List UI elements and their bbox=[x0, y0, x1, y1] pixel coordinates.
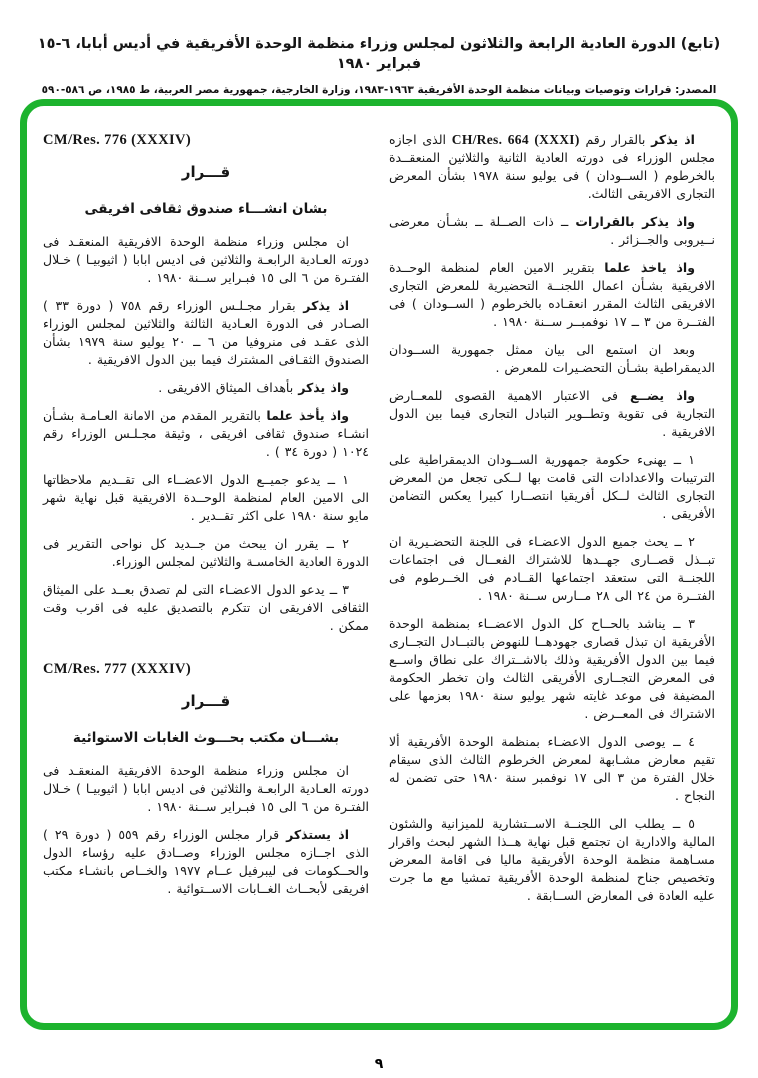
paragraph-text: بقرار مجـلـس الوزراء رقم ٧٥٨ ( دورة ٣٣ ) الصـادر فى الدورة العـادية الثالثة والثلاثين لمجلس الوزراء الذى عقـد فى منروفيا من ٦ ــ ٢٠ يوليو سنة ١٩٧٩ بشأن الصندوق الثقـافى المشترك فيما بين الدول الافريقية . bbox=[43, 298, 370, 367]
header-source-citation: المصدر: قرارات وتوصيات وبيانات منظمة الوحدة الأفريقية ١٩٦٣-١٩٨٣، وزارة الخارجية، جمهورية مصر العربية، ط ١٩٨٥، ص ٥٨٦-٥٩٠ bbox=[41, 83, 717, 96]
numbered-clause-1 bbox=[389, 451, 715, 523]
paragraph-text: ٥ ــ يطلب الى اللجنــة الاســتشارية للميزانية والشئون المالية والادارية ان تجتمع قبل نهاية هــذا الشهر لبحث واقرار مسـاهمة منظمة الوحدة الأفريقية ماليا فى اقامة المعرض وتخصيص جناح لمنظمة الوحدة الأفريقية تمشيا مع ما جرت عليه العادة فى المعارض الســابقة . bbox=[389, 816, 715, 904]
paragraph bbox=[43, 826, 369, 898]
paragraph-text: وبعد ان استمع الى بيان ممثل جمهورية الســودان الديمقراطية بشـأن التحضـيرات للمعرض . bbox=[389, 342, 715, 376]
paragraph-text: ٢ ــ يحث جميع الدول الاعضـاء فى اللجنة التحضـيرية ان تبــذل قصــارى جهــدها للاشتراك الفعــال فى اجتماعات اللجنــة التى ستعقد اجتماعها القــادم فى الخــرطوم فى الفتــرة من ٢٤ الى ٢٨ مــارس ســنة ١٩٨٠ . bbox=[389, 534, 715, 604]
numbered-clause-3 bbox=[43, 581, 369, 635]
paragraph-text: قرار مجلس الوزراء رقم ٥٥٩ ( دورة ٢٩ ) الذى اجــازه مجلس الوزراء وصــادق عليه رؤساء الدول والحــكومات فى ليبرفيل عــام ١٩٧٧ والخــاص بانشـاء مكتب افريقى لأبحــاث الغــابات الاســتوائية . bbox=[43, 827, 369, 896]
paragraph-text: ان مجلس وزراء منظمة الوحدة الافريقية المنعقـد فى دورته العـادية الرابعـة والثلاثين فى اديس ابابا ( اثيوبيـا ) خـلال الفتـرة من ٦ الى ١٥ فبـراير ســنة ١٩٨٠ . bbox=[43, 234, 369, 285]
paragraph-text: ــ ذات الصــلة ــ بشـأن معرضى نــيروبى والجــزائر . bbox=[389, 214, 715, 248]
numbered-clause-2 bbox=[389, 533, 715, 605]
paragraph-text: ٢ ــ يقرر ان يبحث من جــديد كل نواحى التقرير فى الدورة العادية الخامسـة والثلاثين لمجلس الوزراء. bbox=[43, 536, 369, 569]
resolution-code: CM/Res. 776 (XXXIV) bbox=[43, 132, 192, 148]
paragraph-text: ١ ــ يدعو جميــع الدول الاعضــاء الى تقــديم ملاحظاتها الى الامين العام لمنظمة الوحــدة الافريقية قبل نهاية شهر مايو سنة ١٩٨٠ على اكثر تقــدير . bbox=[43, 472, 369, 523]
page-header bbox=[0, 0, 758, 96]
paragraph-text: ٣ ــ يدعو الدول الاعضـاء التى لم تصدق بعــد على الميثاق الثقافى الافريقى ان تتكرم بالتصديق عليه فى اقرب وقت ممكن . bbox=[43, 582, 369, 633]
paragraph-text: ٤ ــ يوصى الدول الاعضـاء بمنظمة الوحدة الأفريقية ألا تقيم معارض مشـابهة لمعرض الخرطوم الثالث الذى سيقام خلال الفترة من ٣ الى ١٧ نوفمبر سنة ١٩٨٠ حتى تضمن له النجاح . bbox=[389, 734, 715, 804]
paragraph-lead: واذ يذكر بالقرارات bbox=[575, 214, 696, 230]
paragraph bbox=[389, 341, 715, 377]
numbered-clause-5 bbox=[389, 815, 715, 905]
paragraph bbox=[43, 233, 369, 287]
resolution-code-inline: CH/Res. 664 (XXXI) bbox=[451, 132, 580, 147]
column-left bbox=[43, 130, 369, 915]
paragraph-lead: اذ يذكر bbox=[651, 132, 695, 147]
resolution-subject: بشـــان مكتب بحـــوث الغابات الاستوائية bbox=[72, 730, 340, 746]
numbered-clause-2 bbox=[43, 535, 369, 571]
paragraph bbox=[43, 297, 369, 369]
paragraph-text: ١ ــ يهنىء حكومة جمهورية الســودان الديمقراطية على الترتيبات والاعدادات التى قامت بها لــكى تجعل من المعرض التجارى الثالث لــكل أفريقيا انتصــارا كبيرا يعكس التضامن الأفريقى . bbox=[389, 452, 715, 522]
column-right bbox=[389, 130, 715, 915]
paragraph bbox=[389, 259, 715, 331]
paragraph-lead: واذ يأخذ علما bbox=[266, 408, 349, 423]
paragraph-lead: اذ يستذكر bbox=[286, 827, 349, 842]
paragraph-text: بالتقرير المقدم من الامانة العـامـة بشـأن انشـاء صندوق ثقافى افريقى ، وثيقة مجـلـس الوزراء رقم ١٠٢٤ ( دورة ٣٤ ) . bbox=[43, 408, 369, 459]
numbered-clause-3 bbox=[389, 615, 715, 723]
resolution-code: CM/Res. 777 (XXXIV) bbox=[43, 661, 192, 677]
paragraph bbox=[43, 379, 369, 397]
paragraph bbox=[43, 762, 369, 816]
paragraph-lead: واذ يضــع bbox=[630, 388, 695, 404]
numbered-clause-1 bbox=[43, 471, 369, 525]
resolution-heading: قـــرار bbox=[181, 163, 231, 181]
paragraph-text: بالقرار رقم bbox=[585, 132, 646, 147]
paragraph-text: ان مجلس وزراء منظمة الوحدة الافريقية المنعقـد فى دورته العـادية الرابعـة والثلاثين فى اديس ابابا ( اثيوبيـا ) خـلال الفتـرة من ٦ الى ١٥ فبـراير ســنة ١٩٨٠ . bbox=[43, 763, 369, 814]
resolution-heading: قـــرار bbox=[181, 692, 231, 710]
numbered-clause-4 bbox=[389, 733, 715, 805]
paragraph bbox=[43, 407, 369, 461]
two-column-layout bbox=[27, 106, 731, 933]
header-title: (تابع) الدورة العادية الرابعة والثلاثون لمجلس وزراء منظمة الوحدة الأفريقية في أديس أبابا، ٦-١٥ فبراير ١٩٨٠ bbox=[37, 36, 721, 73]
paragraph-text: بأهداف الميثاق الافريقى . bbox=[158, 380, 294, 395]
paragraph-text: الذى اجازه مجلس الوزراء فى دورته العادية الثانية والثلاثين المنعقــدة بالخرطوم ( الســودان ) فى يوليو سنة ١٩٧٨ بشأن المعرض التجارى الافريقى الثالث. bbox=[389, 132, 715, 202]
paragraph-lead: اذ يذكر bbox=[303, 298, 349, 313]
paragraph-text: فى الاعتبار الاهمية القصوى للمعــارض التجارية فى تقوية وتطــوير التبادل التجارى فيما بين الدول الافريقية . bbox=[389, 388, 715, 440]
page-number: ٩ bbox=[374, 1056, 384, 1072]
paragraph bbox=[389, 213, 715, 249]
paragraph-lead: واذ يذكر bbox=[298, 380, 349, 395]
paragraph bbox=[389, 130, 715, 203]
paragraph-lead: واذ ياخذ علما bbox=[604, 260, 695, 276]
paragraph-text: بتقرير الامين العام لمنظمة الوحــدة الافريقية بشـأن اعمال اللجنــة التحضيرية للمعرض التجارى الافريقى الثالث المقرر انعقـاده بالخرطوم ( الســودان ) فى الفتــرة من ٣ ــ ١٧ نوفمبــر ســنة ١٩٨٠ . bbox=[389, 260, 715, 330]
paragraph bbox=[389, 387, 715, 441]
green-border-frame bbox=[20, 99, 738, 1030]
paragraph-text: ٣ ــ يناشد بالحــاح كل الدول الاعضــاء بمنظمة الوحدة الأفريقية ان تبذل قصارى جهودهــا للنهوض بالتبــادل التجــارى فيما بين الدول الأفريقية وذلك بالاشــتراك على نطاق واســع فى المعرض التجــارى الأفريقى الثالث وان تخطر الحكومة المضيفة فى موعد غايته شهر يوليو سنة ١٩٨٠ بعزمها على الاشتراك فى المعــرض . bbox=[389, 616, 715, 722]
resolution-subject: بشان انشـــاء صندوق ثقافى افريقى bbox=[84, 201, 328, 217]
